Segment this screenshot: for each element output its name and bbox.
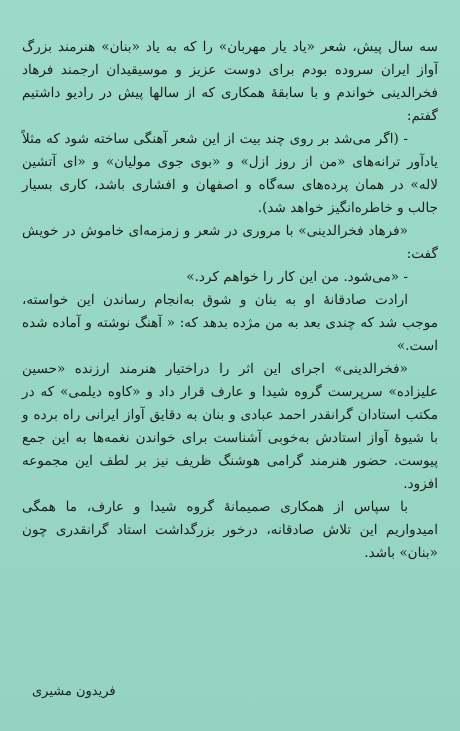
paragraph-quote-request: - (اگر می‌شد بر روی چند بیت از این شعر آهنگی ساخته شود که مثلاً یادآور ترانه‌های «من از روز ازل» و «بوی جوی مولیان» و «ای آتشین لاله» در همان پرده‌های سه‌گاه و اصفهان و افشاری باشد، کاری بسیار جالب و خاطره‌انگیز خواهد شد). <box>22 131 438 216</box>
paragraph-fakhreddini-reply-intro: «فرهاد فخرالدینی» با مروری در شعر و زمزمه‌ای خاموش در خویش گفت: <box>22 223 438 262</box>
paragraph-performance: «فخرالدینی» اجرای این اثر را دراختیار هنرمند ارزنده «حسین علیزاده» سرپرست گروه شیدا و عارف قرار داد و «کاوه دیلمی» که در مکتب استادان گرانقدر احمد عبادی و بنان به دقایق آواز ایرانی راه برده و با شیوهٔ آواز استادش به‌خوبی آشناست برای خواندن نغمه‌ها به این جمع پیوست. حضور هنرمند گرامی هوشنگ ظریف نیز بر لطف این مجموعه افزود. <box>22 361 438 492</box>
document-body <box>22 36 438 565</box>
paragraph-intro: سه سال پیش، شعر «یاد یار مهربان» را که به یاد «بنان» هنرمند بزرگ آواز ایران سروده بودم برای دوست عزیز و موسیقیدان ارجمند فرهاد فخرالدینی خواندم و با سابقهٔ همکاری که از سالها پیش در رادیو داشتیم گفتم: <box>22 39 438 124</box>
paragraph-thanks: با سپاس از همکاری صمیمانهٔ گروه شیدا و عارف، ما همگی امیدواریم این تلاش صادقانه، درخور بزرگداشت استاد گرانقدری چون «بنان» باشد. <box>22 499 438 561</box>
paragraph-devotion: ارادت صادقانهٔ او به بنان و شوق به‌انجام رساندن این خواسته، موجب شد که چندی بعد به من مژده بدهد که: « آهنگ نوشته و آماده شده است.» <box>22 292 438 354</box>
author-signature: فریدون مشیری <box>32 684 116 699</box>
paragraph-quote-reply: - «می‌شود. من این کار را خواهم کرد.» <box>186 269 408 285</box>
